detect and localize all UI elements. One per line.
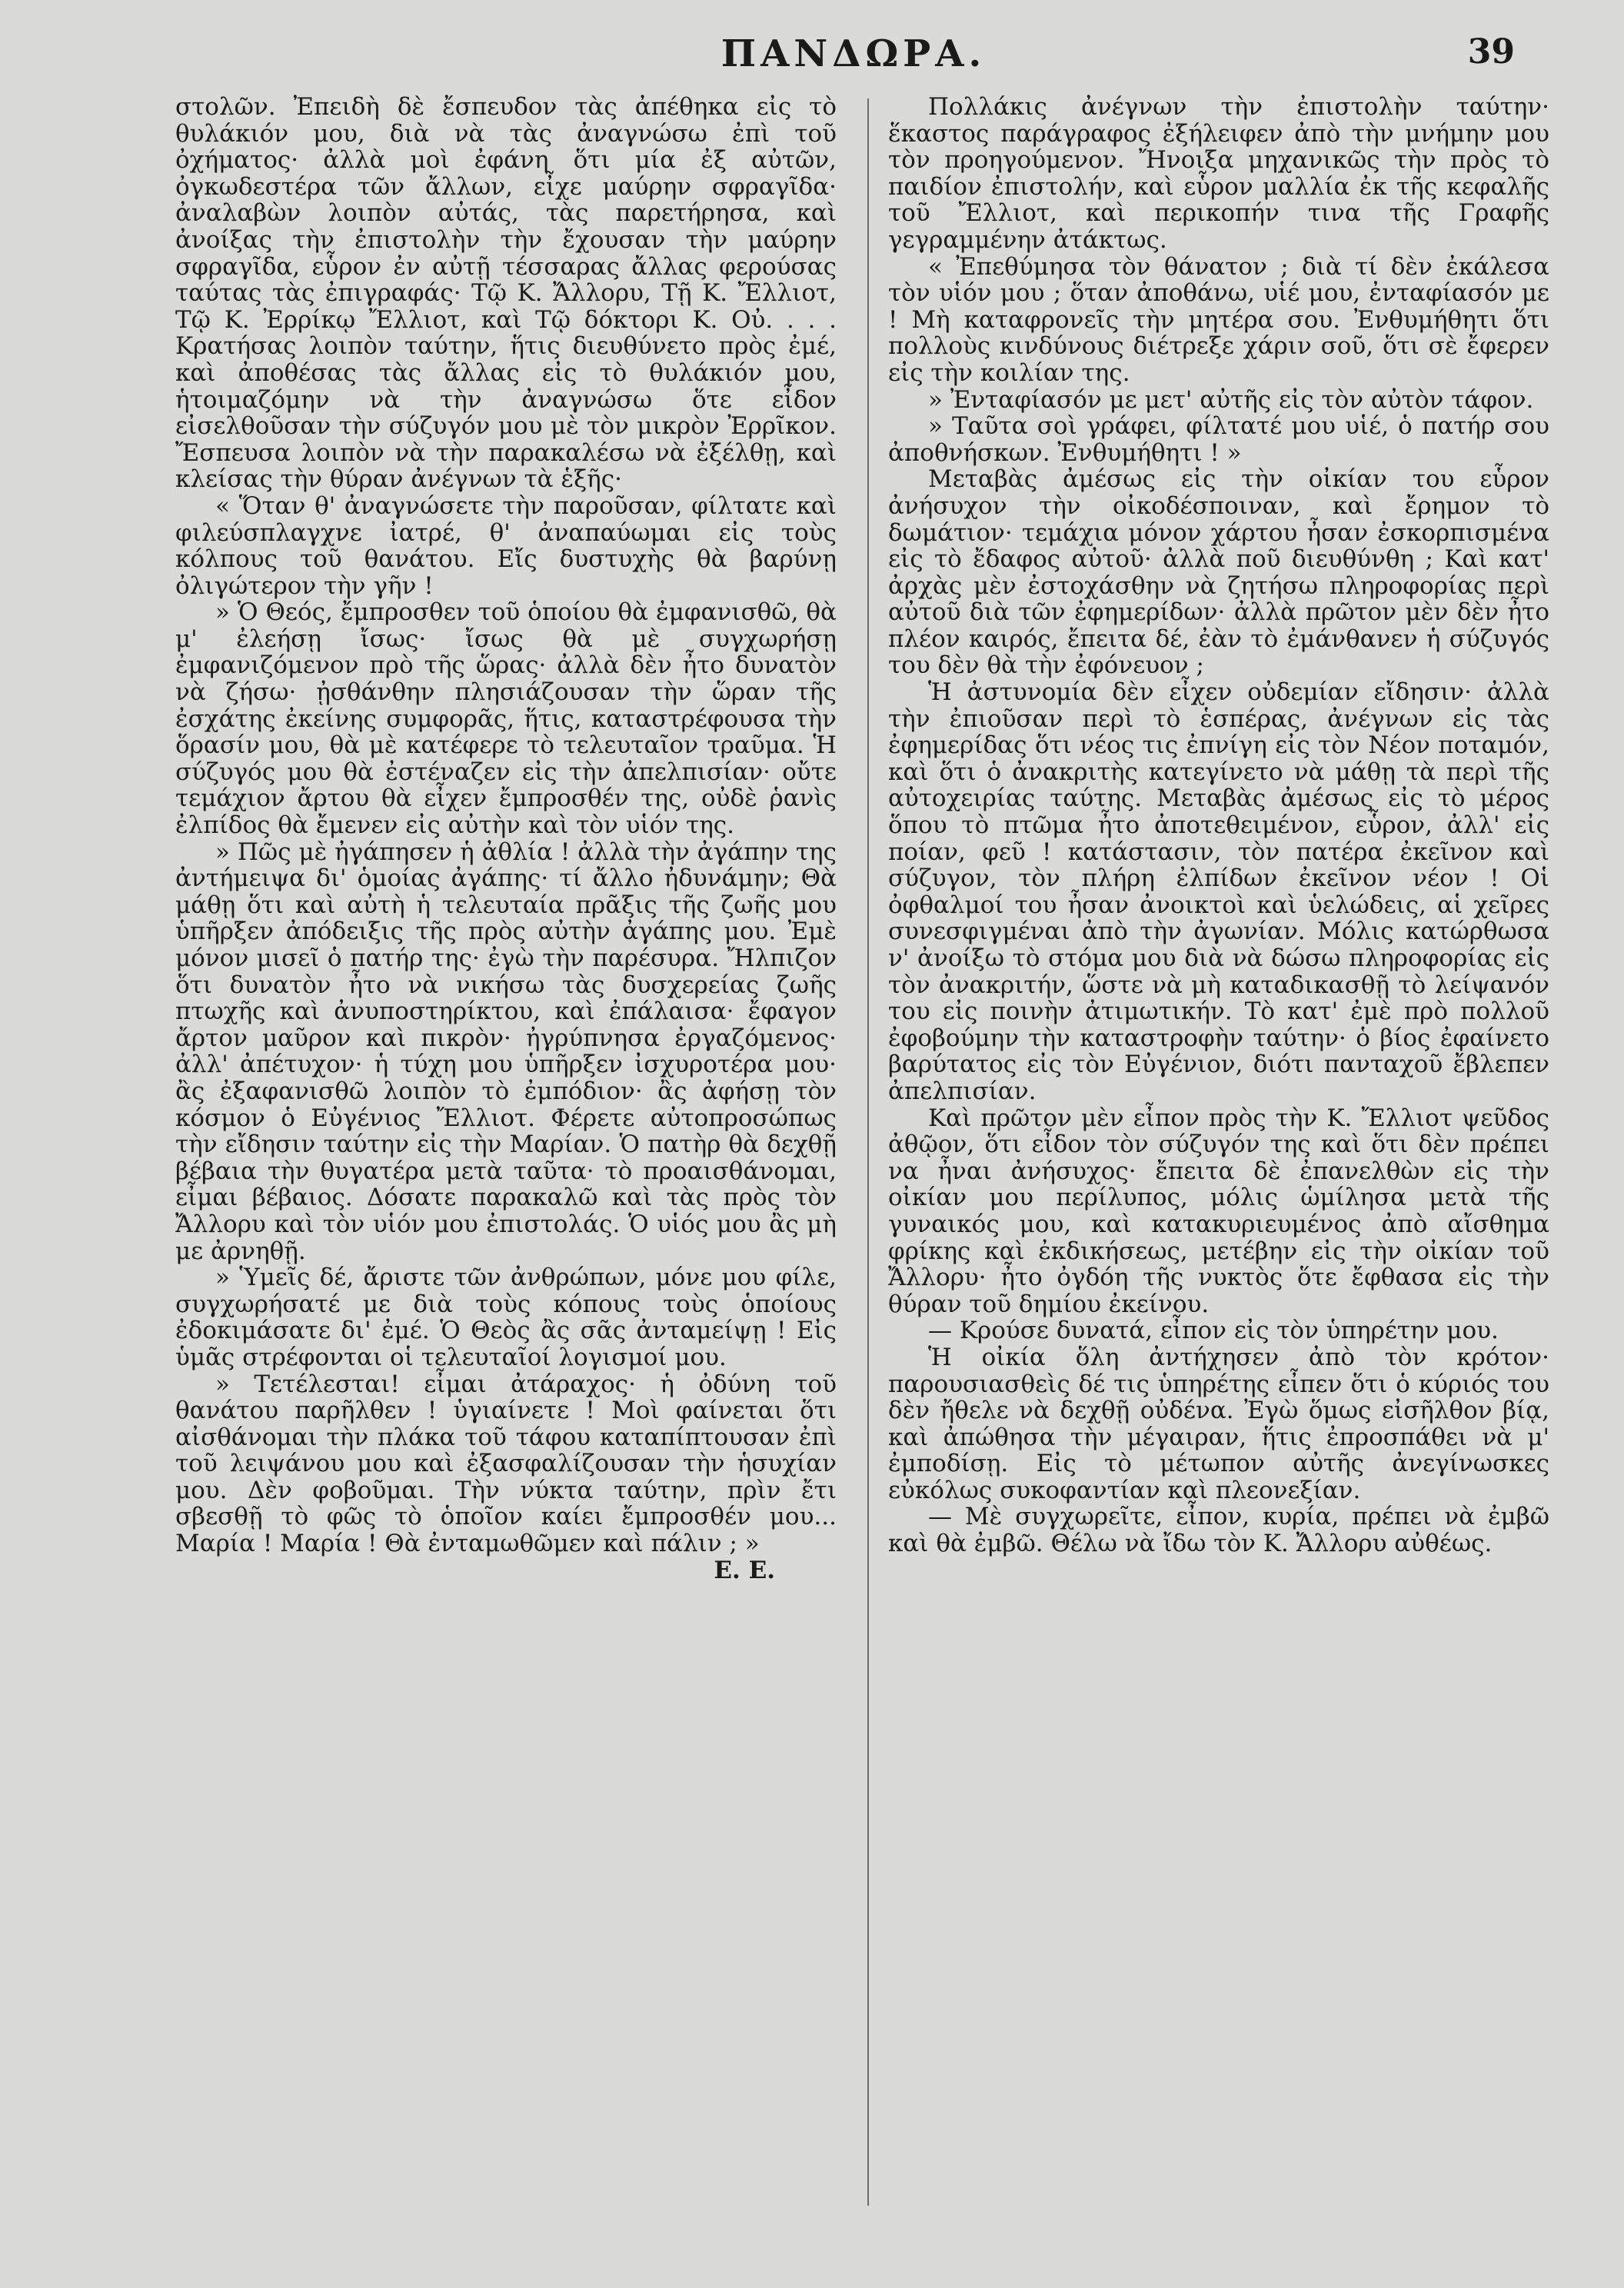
paragraph: Καὶ πρῶτον μὲν εἶπον πρὸς τὴν Κ. Ἔλλιοτ ψεῦδος ἀθῷον, ὅτι εἶδον τὸν σύζυγόν της καὶ ὅτι δὲν πρέπει να ἦναι ἀνήσυχος· ἔπειτα δὲ ἐπανελθὼν εἰς τὴν οἰκίαν μου περίλυπος, μόλις ὡμίλησα μετὰ τῆς γυναικός μου, καὶ κατακυριευμένος ἀπὸ αἴσθημα φρίκης καὶ ἐκδικήσεως, μετέβην εἰς τὴν οἰκίαν τοῦ Ἄλλορυ· ἦτο ὀγδόη τῆς νυκτὸς ὅτε ἔφθασα εἰς τὴν θύραν τοῦ δημίου ἐκείνου. bbox=[888, 1104, 1549, 1318]
paragraph: » Τετέλεσται! εἶμαι ἀτάραχος· ἡ ὀδύνη τοῦ θανάτου παρῆλθεν ! ὑγιαίνετε ! Μοὶ φαίνεται ὅτι αἰσθάνομαι τὴν πλάκα τοῦ τάφου καταπίπτουσαν ἐπὶ τοῦ λειψάνου μου καὶ ἐξασφαλίζουσαν τὴν ἡσυχίαν μου. Δὲν φοβοῦμαι. Τὴν νύκτα ταύτην, πρὶν ἔτι σβεσθῇ τὸ φῶς τὸ ὁποῖον καίει ἔμπροσθέν μου... Μαρία ! Μαρία ! Θὰ ἐνταμωθῶμεν καὶ πάλιν ; » bbox=[175, 1370, 837, 1558]
paragraph: Μεταβὰς ἀμέσως εἰς τὴν οἰκίαν του εὗρον ἀνήσυχον τὴν οἰκοδέσποιναν, καὶ ἔρημον τὸ δωμάτιον· τεμάχια μόνον χάρτου ἦσαν ἐσκορπισμένα εἰς τὸ ἔδαφος αὐτοῦ· ἀλλὰ ποῦ διευθύνθη ; Καὶ κατ' ἀρχὰς μὲν ἐστοχάσθην νὰ ζητήσω πληροφορίας περὶ αὐτοῦ διὰ τῶν ἐφημερίδων· ἀλλὰ πρῶτον μὲν δὲν ἦτο πλέον καιρός, ἔπειτα δέ, ἐὰν τὸ ἐμάνθανεν ἡ σύζυγός του δὲν θὰ τὴν ἐφόνευον ; bbox=[888, 465, 1549, 680]
paragraph: — Μὲ συγχωρεῖτε, εἶπον, κυρία, πρέπει νὰ ἐμβῶ καὶ θὰ ἐμβῶ. Θέλω νὰ ἴδω τὸν Κ. Ἄλλορυ αὐθέως. bbox=[888, 1503, 1549, 1558]
running-head bbox=[0, 32, 1624, 86]
paragraph: » Πῶς μὲ ἠγάπησεν ἡ ἀθλία ! ἀλλὰ τὴν ἀγάπην της ἀντήμειψα δι' ὁμοίας ἀγάπης· τί ἄλλο ἠδυνάμην; Θὰ μάθῃ ὅτι καὶ αὐτὴ ἡ τελευταία πρᾶξις τῆς ζωῆς μου ὑπῆρξεν ἀπόδειξις τῆς πρὸς αὐτὴν ἀγάπης μου. Ἐμὲ μόνον μισεῖ ὁ πατήρ της· ἐγὼ τὴν παρέσυρα. Ἤλπιζον ὅτι δυνατὸν ἦτο νὰ νικήσω τὰς δυσχερείας ζωῆς πτωχῆς καὶ ἀνυποστηρίκτου, καὶ ἐπάλαισα· ἔφαγον ἄρτον μαῦρον καὶ πικρὸν· ἠγρύπνησα ἐργαζόμενος· ἀλλ' ἀπέτυχον· ἡ τύχη μου ὑπῆρξεν ἰσχυροτέρα μου· ἂς ἐξαφανισθῶ λοιπὸν τὸ ἐμπόδιον· ἂς ἀφήσῃ τὸν κόσμον ὁ Εὐγένιος Ἔλλιοτ. Φέρετε αὐτοπροσώπως τὴν εἴδησιν ταύτην εἰς τὴν Μαρίαν. Ὁ πατὴρ θὰ δεχθῇ βέβαια τὴν θυγατέρα μετὰ ταῦτα· τὸ προαισθάνομαι, εἶμαι βέβαιος. Δόσατε παρακαλῶ καὶ τὰς πρὸς τὸν Ἄλλορυ καὶ τὸν υἱόν μου ἐπιστολάς. Ὁ υἱός μου ἂς μὴ με ἀρνηθῇ. bbox=[175, 838, 837, 1265]
column-divider bbox=[867, 98, 869, 2206]
letter-signature: Ε. Ε. bbox=[714, 1556, 775, 1584]
paragraph: » Ὁ Θεός, ἔμπροσθεν τοῦ ὁποίου θὰ ἐμφανισθῶ, θὰ μ' ἐλεήσῃ ἴσως· ἴσως θὰ μὲ συγχωρήσῃ ἐμφανιζόμενον πρὸ τῆς ὥρας· ἀλλὰ δὲν ἦτο δυνατὸν νὰ ζήσω· ᾐσθάνθην πλησιάζουσαν τὴν ὥραν τῆς ἐσχάτης ἐκείνης συμφορᾶς, ἥτις, καταστρέφουσα τὴν ὅρασίν μου, θὰ μὲ κατέφερε τὸ τελευταῖον τραῦμα. Ἡ σύζυγός μου θὰ ἐστέναζεν εἰς τὴν ἀπελπισίαν· οὔτε τεμάχιον ἄρτου θὰ εἶχεν ἔμπροσθέν της, οὐδὲ ῥανὶς ἐλπίδος θὰ ἔμενεν εἰς αὐτὴν καὶ τὸν υἱόν της. bbox=[175, 598, 837, 840]
paragraph: — Κρούσε δυνατά, εἶπον εἰς τὸν ὑπηρέτην μου. bbox=[928, 1317, 1499, 1345]
paragraph: » Ἐνταφίασόν με μετ' αὐτῆς εἰς τὸν αὐτὸν τάφον. bbox=[928, 385, 1534, 414]
left-column bbox=[175, 94, 837, 2247]
paragraph: » Ὑμεῖς δέ, ἄριστε τῶν ἀνθρώπων, μόνε μου φίλε, συγχωρήσατέ με διὰ τοὺς κόπους τοὺς ὁποίους ἐδοκιμάσατε δι' ἐμέ. Ὁ Θεὸς ἂς σᾶς ἀνταμείψῃ ! Εἰς ὑμᾶς στρέφονται οἱ τελευταῖοί λογισμοί μου. bbox=[175, 1264, 837, 1371]
paragraph: Ἡ ἀστυνομία δὲν εἶχεν οὐδεμίαν εἴδησιν· ἀλλὰ τὴν ἐπιοῦσαν περὶ τὸ ἑσπέρας, ἀνέγνων εἰς τὰς ἐφημερίδας ὅτι νέος τις ἐπνίγη εἰς τὸν Νέον ποταμόν, καὶ ὅτι ὁ ἀνακριτὴς κατεγίνετο νὰ μάθῃ τὰ περὶ τῆς αὐτοχειρίας ταύτης. Μεταβὰς ἀμέσως εἰς τὸ μέρος ὅπου τὸ πτῶμα ἦτο ἀποτεθειμένον, εὗρον, ἀλλ' εἰς ποίαν, φεῦ ! κατάστασιν, τὸν πατέρα ἐκεῖνον καὶ σύζυγον, τὸν πλήρη ἐλπίδων ἐκεῖνον νέον ! Οἱ ὀφθαλμοί του ἦσαν ἀνοικτοὶ καὶ ὑελώδεις, αἱ χεῖρες συνεσφιγμέναι ἀπὸ τὴν ἀγωνίαν. Μόλις κατώρθωσα ν' ἀνοίξω τὸ στόμα μου διὰ νὰ δώσω πληροφορίας εἰς τὸν ἀνακριτήν, ὥστε νὰ μὴ καταδικασθῇ τὸ λείψανόν του εἰς ποινὴν ἀτιμωτικήν. Τὸ κατ' ἐμὲ πρὸ πολλοῦ ἐφοβούμην τὴν καταστροφὴν ταύτην· ὁ βίος ἐφαίνετο βαρύτατος εἰς τὸν Εὐγένιον, διότι πανταχοῦ ἔβλεπεν ἀπελπισίαν. bbox=[888, 678, 1549, 1105]
paragraph: στολῶν. Ἐπειδὴ δὲ ἔσπευδον τὰς ἀπέθηκα εἰς τὸ θυλάκιόν μου, διὰ νὰ τὰς ἀναγνώσω ἐπὶ τοῦ ὀχήματος· ἀλλὰ μοὶ ἐφάνη ὅτι μία ἐξ αὐτῶν, ὀγκωδεστέρα τῶν ἄλλων, εἶχε μαύρην σφραγῖδα· ἀναλαβὼν λοιπὸν αὐτάς, τὰς παρετήρησα, καὶ ἀνοίξας τὴν ἐπιστολὴν τὴν ἔχουσαν τὴν μαύρην σφραγῖδα, εὗρον ἐν αὐτῇ τέσσαρας ἄλλας φερούσας ταύτας τὰς ἐπιγραφάς· Τῷ Κ. Ἄλλορυ, Τῇ Κ. Ἔλλιοτ, Τῷ Κ. Ἐρρίκῳ Ἔλλιοτ, καὶ Τῷ δόκτορι Κ. Οὐ. . . . Κρατήσας λοιπὸν ταύτην, ἥτις διευθύνετο πρὸς ἐμέ, καὶ ἀποθέσας τὰς ἄλλας εἰς τὸ θυλάκιόν μου, ἡτοιμαζόμην νὰ τὴν ἀναγνώσω ὅτε εἶδον εἰσελθοῦσαν τὴν σύζυγόν μου μὲ τὸν μικρὸν Ἐρρῖκον. Ἔσπευσα λοιπὸν νὰ τὴν παρακαλέσω νὰ ἐξέλθῃ, καὶ κλείσας τὴν θύραν ἀνέγνων τὰ ἑξῆς· bbox=[175, 94, 837, 494]
paragraph: » Ταῦτα σοὶ γράφει, φίλτατέ μου υἱέ, ὁ πατήρ σου ἀποθνήσκων. Ἐνθυμήθητι ! » bbox=[888, 412, 1549, 467]
right-column bbox=[888, 94, 1549, 2247]
page-title: ΠΑΝΔΩΡΑ. bbox=[720, 32, 987, 75]
paragraph: « Ὅταν θ' ἀναγνώσετε τὴν παροῦσαν, φίλτατε καὶ φιλεύσπλαγχνε ἰατρέ, θ' ἀναπαύωμαι εἰς τοὺς κόλπους τοῦ θανάτου. Εἴς δυστυχὴς θὰ βαρύνῃ ὀλιγώτερον τὴν γῆν ! bbox=[175, 491, 837, 600]
paragraph: Ἡ οἰκία ὅλη ἀντήχησεν ἀπὸ τὸν κρότον· παρουσιασθεὶς δέ τις ὑπηρέτης εἶπεν ὅτι ὁ κύριός του δὲν ἤθελε νὰ δεχθῇ οὐδένα. Ἐγὼ ὅμως εἰσῆλθον βίᾳ, καὶ ἀπώθησα τὴν μέγαιραν, ἥτις ἐπροσπάθει νὰ μ' ἐμποδίσῃ. Εἰς τὸ μέτωπον αὐτῆς ἀνεγίνωσκες εὐκόλως συκοφαντίαν καὶ πλεονεξίαν. bbox=[888, 1343, 1549, 1504]
paragraph: « Ἐπεθύμησα τὸν θάνατον ; διὰ τί δὲν ἐκάλεσα τὸν υἱόν μου ; ὅταν ἀποθάνω, υἱέ μου, ἐνταφίασόν με ! Μὴ καταφρονεῖς τὴν μητέρα σου. Ἐνθυμήθητι ὅτι πολλοὺς κινδύνους διέτρεξε χάριν σοῦ, ὅτι σὲ ἔφερεν εἰς τὴν κοιλίαν της. bbox=[888, 252, 1549, 387]
page-number: 39 bbox=[1467, 32, 1515, 72]
paragraph: Πολλάκις ἀνέγνων τὴν ἐπιστολὴν ταύτην· ἕκαστος παράγραφος ἐξήλειφεν ἀπὸ τὴν μνήμην μου τὸν προηγούμενον. Ἤνοιξα μηχανικῶς τὴν πρὸς τὸ παιδίον ἐπιστολήν, καὶ εὗρον μαλλία ἐκ τῆς κεφαλῆς τοῦ Ἔλλιοτ, καὶ περικοπήν τινα τῆς Γραφῆς γεγραμμένην ἀτάκτως. bbox=[888, 94, 1549, 254]
